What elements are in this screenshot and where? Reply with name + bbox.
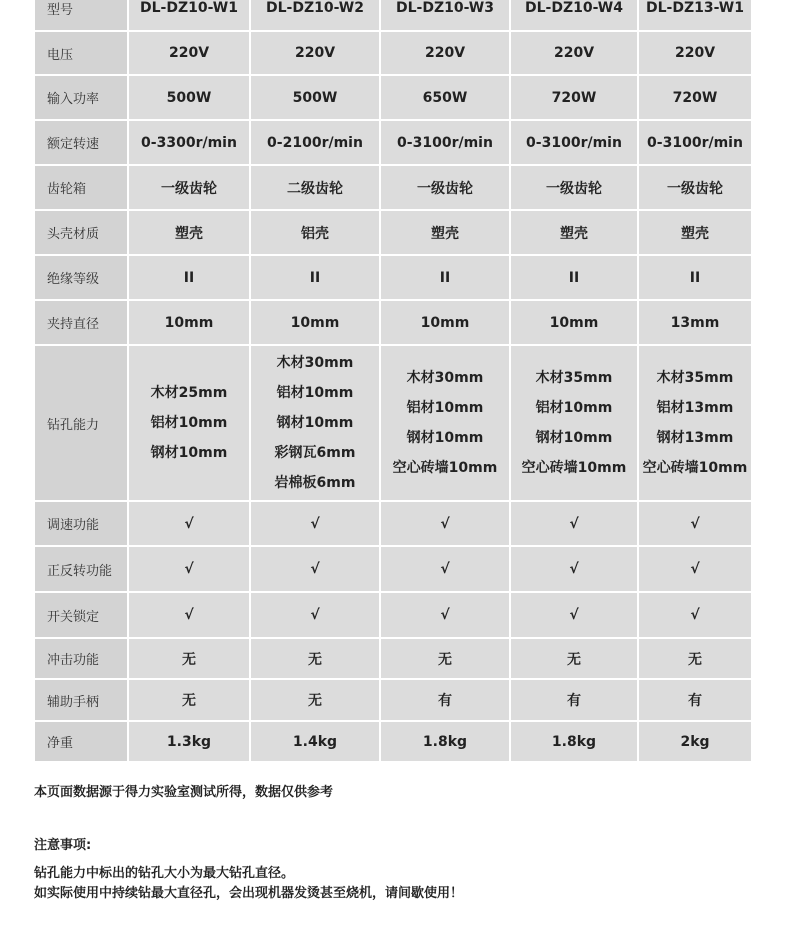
spec-cell — [511, 346, 637, 500]
spec-cell: 一级齿轮 — [381, 166, 509, 209]
spec-cell: 650W — [381, 76, 509, 119]
spec-cell — [251, 346, 379, 500]
row-label: 钻孔能力 — [35, 346, 127, 500]
spec-cell: 无 — [251, 639, 379, 678]
data-source-note: 本页面数据源于得力实验室测试所得，数据仅供参考 — [34, 785, 334, 800]
spec-cell-line: 钢材10mm — [150, 445, 228, 461]
spec-cell: √ — [639, 502, 751, 545]
spec-cell: 10mm — [381, 301, 509, 344]
spec-cell-line: 铝材10mm — [276, 385, 354, 401]
spec-cell: √ — [639, 593, 751, 637]
spec-cell-line: 铝材10mm — [150, 415, 228, 431]
spec-cell: 720W — [511, 76, 637, 119]
spec-cell: 无 — [129, 639, 249, 678]
spec-cell-line: 岩棉板6mm — [274, 475, 356, 491]
spec-cell: II — [381, 256, 509, 299]
spec-cell: 10mm — [251, 301, 379, 344]
spec-cell: 13mm — [639, 301, 751, 344]
row-label: 绝缘等级 — [35, 256, 127, 299]
spec-cell: 220V — [511, 32, 637, 74]
row-label: 输入功率 — [35, 76, 127, 119]
spec-cell-line: 钢材13mm — [656, 430, 734, 446]
note-line: 如实际使用中持续钻最大直径孔，会出现机器发烫甚至烧机，请间歇使用！ — [34, 886, 464, 901]
note-line: 钻孔能力中标出的钻孔大小为最大钻孔直径。 — [34, 866, 295, 881]
spec-cell: 塑壳 — [129, 211, 249, 254]
spec-cell: 0-3100r/min — [639, 121, 751, 164]
spec-cell: 塑壳 — [381, 211, 509, 254]
spec-cell: √ — [511, 547, 637, 591]
spec-cell: 220V — [381, 32, 509, 74]
spec-cell: √ — [639, 547, 751, 591]
spec-cell: DL-DZ10-W2 — [251, 0, 379, 30]
spec-cell: √ — [251, 593, 379, 637]
spec-cell — [129, 346, 249, 500]
spec-row — [35, 346, 751, 500]
row-label: 电压 — [35, 32, 127, 74]
spec-cell: 有 — [381, 680, 509, 720]
notes-body — [34, 864, 463, 904]
spec-row — [35, 593, 751, 637]
row-label: 齿轮箱 — [35, 166, 127, 209]
spec-cell: 0-2100r/min — [251, 121, 379, 164]
spec-cell-line: 铝材13mm — [656, 400, 734, 416]
row-label: 净重 — [35, 722, 127, 761]
spec-cell: 1.8kg — [381, 722, 509, 761]
spec-cell: II — [251, 256, 379, 299]
spec-cell: √ — [251, 502, 379, 545]
spec-cell: √ — [381, 502, 509, 545]
spec-cell: 塑壳 — [511, 211, 637, 254]
spec-cell-line: 钢材10mm — [535, 430, 613, 446]
spec-cell-line: 空心砖墙10mm — [521, 460, 627, 476]
row-label: 型号 — [35, 0, 127, 30]
spec-cell: 有 — [639, 680, 751, 720]
spec-cell: 一级齿轮 — [639, 166, 751, 209]
row-label: 辅助手柄 — [35, 680, 127, 720]
spec-cell: 无 — [639, 639, 751, 678]
spec-row — [35, 0, 751, 30]
notes-heading: 注意事项: — [34, 838, 92, 853]
spec-row — [35, 76, 751, 119]
spec-cell: 220V — [251, 32, 379, 74]
spec-cell: 2kg — [639, 722, 751, 761]
spec-cell: 720W — [639, 76, 751, 119]
spec-cell: DL-DZ13-W1 — [639, 0, 751, 30]
spec-cell: 塑壳 — [639, 211, 751, 254]
spec-cell: 一级齿轮 — [129, 166, 249, 209]
spec-row — [35, 722, 751, 761]
spec-row — [35, 121, 751, 164]
spec-cell: 220V — [639, 32, 751, 74]
spec-row — [35, 680, 751, 720]
spec-cell-line: 空心砖墙10mm — [392, 460, 498, 476]
spec-cell: √ — [381, 593, 509, 637]
spec-cell: 0-3300r/min — [129, 121, 249, 164]
spec-row — [35, 32, 751, 74]
spec-cell: √ — [129, 502, 249, 545]
spec-cell-line: 木材30mm — [406, 370, 484, 386]
spec-cell-line: 木材30mm — [276, 355, 354, 371]
row-label: 正反转功能 — [35, 547, 127, 591]
spec-cell: √ — [511, 593, 637, 637]
spec-cell: DL-DZ10-W4 — [511, 0, 637, 30]
spec-cell: 无 — [251, 680, 379, 720]
spec-row — [35, 301, 751, 344]
spec-cell: 有 — [511, 680, 637, 720]
spec-row — [35, 639, 751, 678]
spec-cell: 10mm — [511, 301, 637, 344]
spec-table — [33, 0, 753, 763]
spec-cell: √ — [511, 502, 637, 545]
spec-cell-line: 铝材10mm — [535, 400, 613, 416]
spec-cell — [639, 346, 751, 500]
spec-cell — [381, 346, 509, 500]
spec-cell-line: 木材25mm — [150, 385, 228, 401]
spec-cell: 500W — [129, 76, 249, 119]
spec-row — [35, 502, 751, 545]
spec-cell: 1.3kg — [129, 722, 249, 761]
row-label: 头壳材质 — [35, 211, 127, 254]
spec-cell-line: 空心砖墙10mm — [642, 460, 748, 476]
spec-cell: II — [129, 256, 249, 299]
spec-cell: 500W — [251, 76, 379, 119]
spec-cell-line: 钢材10mm — [406, 430, 484, 446]
row-label: 开关锁定 — [35, 593, 127, 637]
spec-cell: 二级齿轮 — [251, 166, 379, 209]
spec-cell: 无 — [129, 680, 249, 720]
spec-cell: 无 — [381, 639, 509, 678]
spec-row — [35, 256, 751, 299]
spec-cell: 1.8kg — [511, 722, 637, 761]
spec-cell-line: 钢材10mm — [276, 415, 354, 431]
row-label: 调速功能 — [35, 502, 127, 545]
spec-cell: DL-DZ10-W1 — [129, 0, 249, 30]
spec-cell: 0-3100r/min — [381, 121, 509, 164]
spec-cell: √ — [129, 593, 249, 637]
spec-cell: 铝壳 — [251, 211, 379, 254]
spec-cell: 无 — [511, 639, 637, 678]
spec-cell: 10mm — [129, 301, 249, 344]
spec-cell-line: 木材35mm — [535, 370, 613, 386]
spec-cell: 220V — [129, 32, 249, 74]
spec-cell-line: 铝材10mm — [406, 400, 484, 416]
spec-row — [35, 166, 751, 209]
row-label: 冲击功能 — [35, 639, 127, 678]
spec-row — [35, 547, 751, 591]
spec-cell: √ — [381, 547, 509, 591]
spec-cell: √ — [251, 547, 379, 591]
spec-cell-line: 彩钢瓦6mm — [274, 445, 356, 461]
row-label: 夹持直径 — [35, 301, 127, 344]
spec-cell: II — [511, 256, 637, 299]
spec-cell: 0-3100r/min — [511, 121, 637, 164]
spec-row — [35, 211, 751, 254]
spec-cell: 一级齿轮 — [511, 166, 637, 209]
spec-cell-line: 木材35mm — [656, 370, 734, 386]
row-label: 额定转速 — [35, 121, 127, 164]
spec-cell: DL-DZ10-W3 — [381, 0, 509, 30]
spec-cell: √ — [129, 547, 249, 591]
spec-cell: II — [639, 256, 751, 299]
spec-cell: 1.4kg — [251, 722, 379, 761]
